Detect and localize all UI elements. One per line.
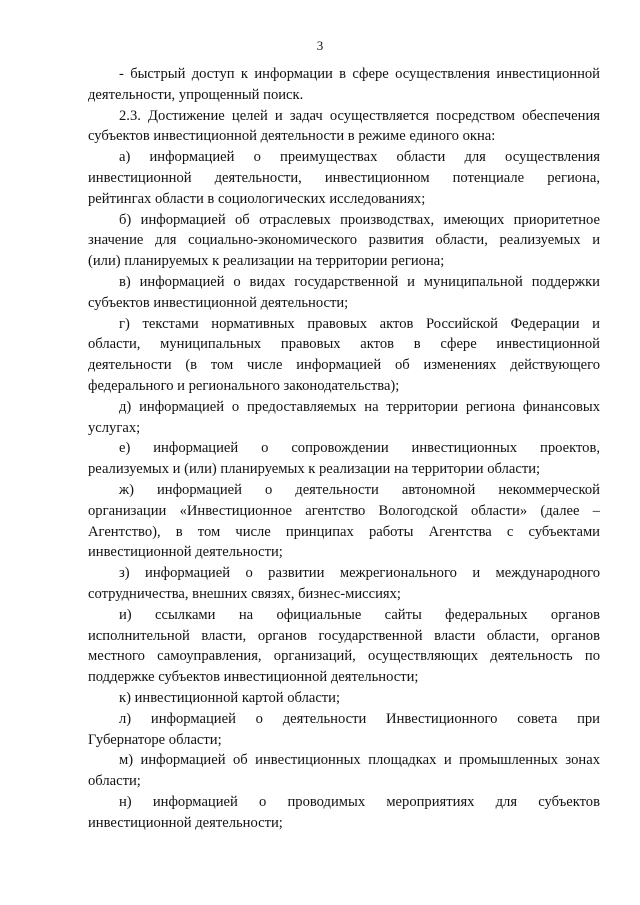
paragraph bbox=[88, 750, 600, 792]
paragraph bbox=[88, 397, 600, 439]
paragraph bbox=[88, 210, 600, 272]
paragraph bbox=[88, 147, 600, 209]
page-number: 3 bbox=[316, 38, 324, 53]
paragraph bbox=[88, 688, 600, 709]
text-line: инвестиционной деятельности; bbox=[88, 814, 283, 831]
text-line: инвестиционной деятельности, инвестиционном потенциале региона, bbox=[88, 169, 600, 186]
paragraph bbox=[88, 563, 600, 605]
paragraph bbox=[88, 106, 600, 148]
text-line: услугах; bbox=[88, 419, 141, 436]
text-line: рейтингах области в социологических исследованиях; bbox=[88, 190, 426, 207]
paragraph bbox=[88, 272, 600, 314]
text-line: области; bbox=[88, 773, 141, 790]
text-line: инвестиционной деятельности; bbox=[88, 544, 283, 561]
text-line: в) информацией о видах государственной и муниципальной поддержки bbox=[119, 273, 600, 290]
document-body bbox=[88, 64, 600, 833]
text-line: ж) информацией о деятельности автономной некоммерческой bbox=[119, 481, 600, 498]
text-line: б) информацией об отраслевых производствах, имеющих приоритетное bbox=[119, 211, 600, 228]
text-line: 2.3. Достижение целей и задач осуществляется посредством обеспечения bbox=[119, 107, 600, 124]
text-line: н) информацией о проводимых мероприятиях для субъектов bbox=[119, 793, 600, 810]
text-line: м) информацией об инвестиционных площадках и промышленных зонах bbox=[119, 752, 600, 769]
text-line: Агентство), в том числе принципах работы Агентства с субъектами bbox=[88, 523, 600, 540]
text-line: субъектов инвестиционной деятельности; bbox=[88, 294, 349, 311]
text-line: е) информацией о сопровождении инвестиционных проектов, bbox=[119, 440, 600, 457]
text-line: федерального и регионального законодательства); bbox=[88, 377, 400, 394]
text-line: г) текстами нормативных правовых актов Российской Федерации и bbox=[119, 315, 600, 332]
text-line: области, муниципальных правовых актов в сфере инвестиционной bbox=[88, 336, 600, 353]
text-line: поддержке субъектов инвестиционной деятельности; bbox=[88, 669, 419, 686]
text-line: местного самоуправления, организаций, осуществляющих деятельность по bbox=[88, 648, 600, 665]
text-line: и) ссылками на официальные сайты федеральных органов bbox=[119, 606, 600, 623]
paragraph bbox=[88, 709, 600, 751]
text-line: з) информацией о развитии межрегионального и международного bbox=[119, 565, 600, 582]
text-line: (или) планируемых к реализации на территории региона; bbox=[88, 253, 445, 270]
paragraph bbox=[88, 314, 600, 397]
text-line: субъектов инвестиционной деятельности в режиме единого окна: bbox=[88, 128, 496, 145]
text-line: значение для социально-экономического развития области, реализуемых и bbox=[88, 232, 600, 249]
text-line: л) информацией о деятельности Инвестиционного совета при bbox=[119, 710, 600, 727]
text-line: организации «Инвестиционное агентство Вологодской области» (далее – bbox=[88, 502, 600, 519]
text-line: исполнительной власти, органов государственной власти области, органов bbox=[88, 627, 600, 644]
text-line: деятельности (в том числе информацией об изменениях действующего bbox=[88, 357, 600, 374]
text-line: реализуемых и (или) планируемых к реализации на территории области; bbox=[88, 461, 541, 478]
text-line: деятельности, упрощенный поиск. bbox=[88, 86, 304, 103]
paragraph bbox=[88, 605, 600, 688]
text-line: д) информацией о предоставляемых на территории региона финансовых bbox=[119, 398, 600, 415]
text-line: - быстрый доступ к информации в сфере осуществления инвестиционной bbox=[119, 66, 600, 82]
text-line: Губернаторе области; bbox=[88, 731, 222, 748]
paragraph bbox=[88, 792, 600, 834]
paragraph bbox=[88, 480, 600, 563]
text-line: а) информацией о преимуществах области для осуществления bbox=[119, 149, 600, 166]
paragraph bbox=[88, 438, 600, 480]
paragraph bbox=[88, 64, 600, 106]
text-line: сотрудничества, внешних связях, бизнес-миссиях; bbox=[88, 585, 401, 602]
text-line: к) инвестиционной картой области; bbox=[119, 689, 341, 706]
